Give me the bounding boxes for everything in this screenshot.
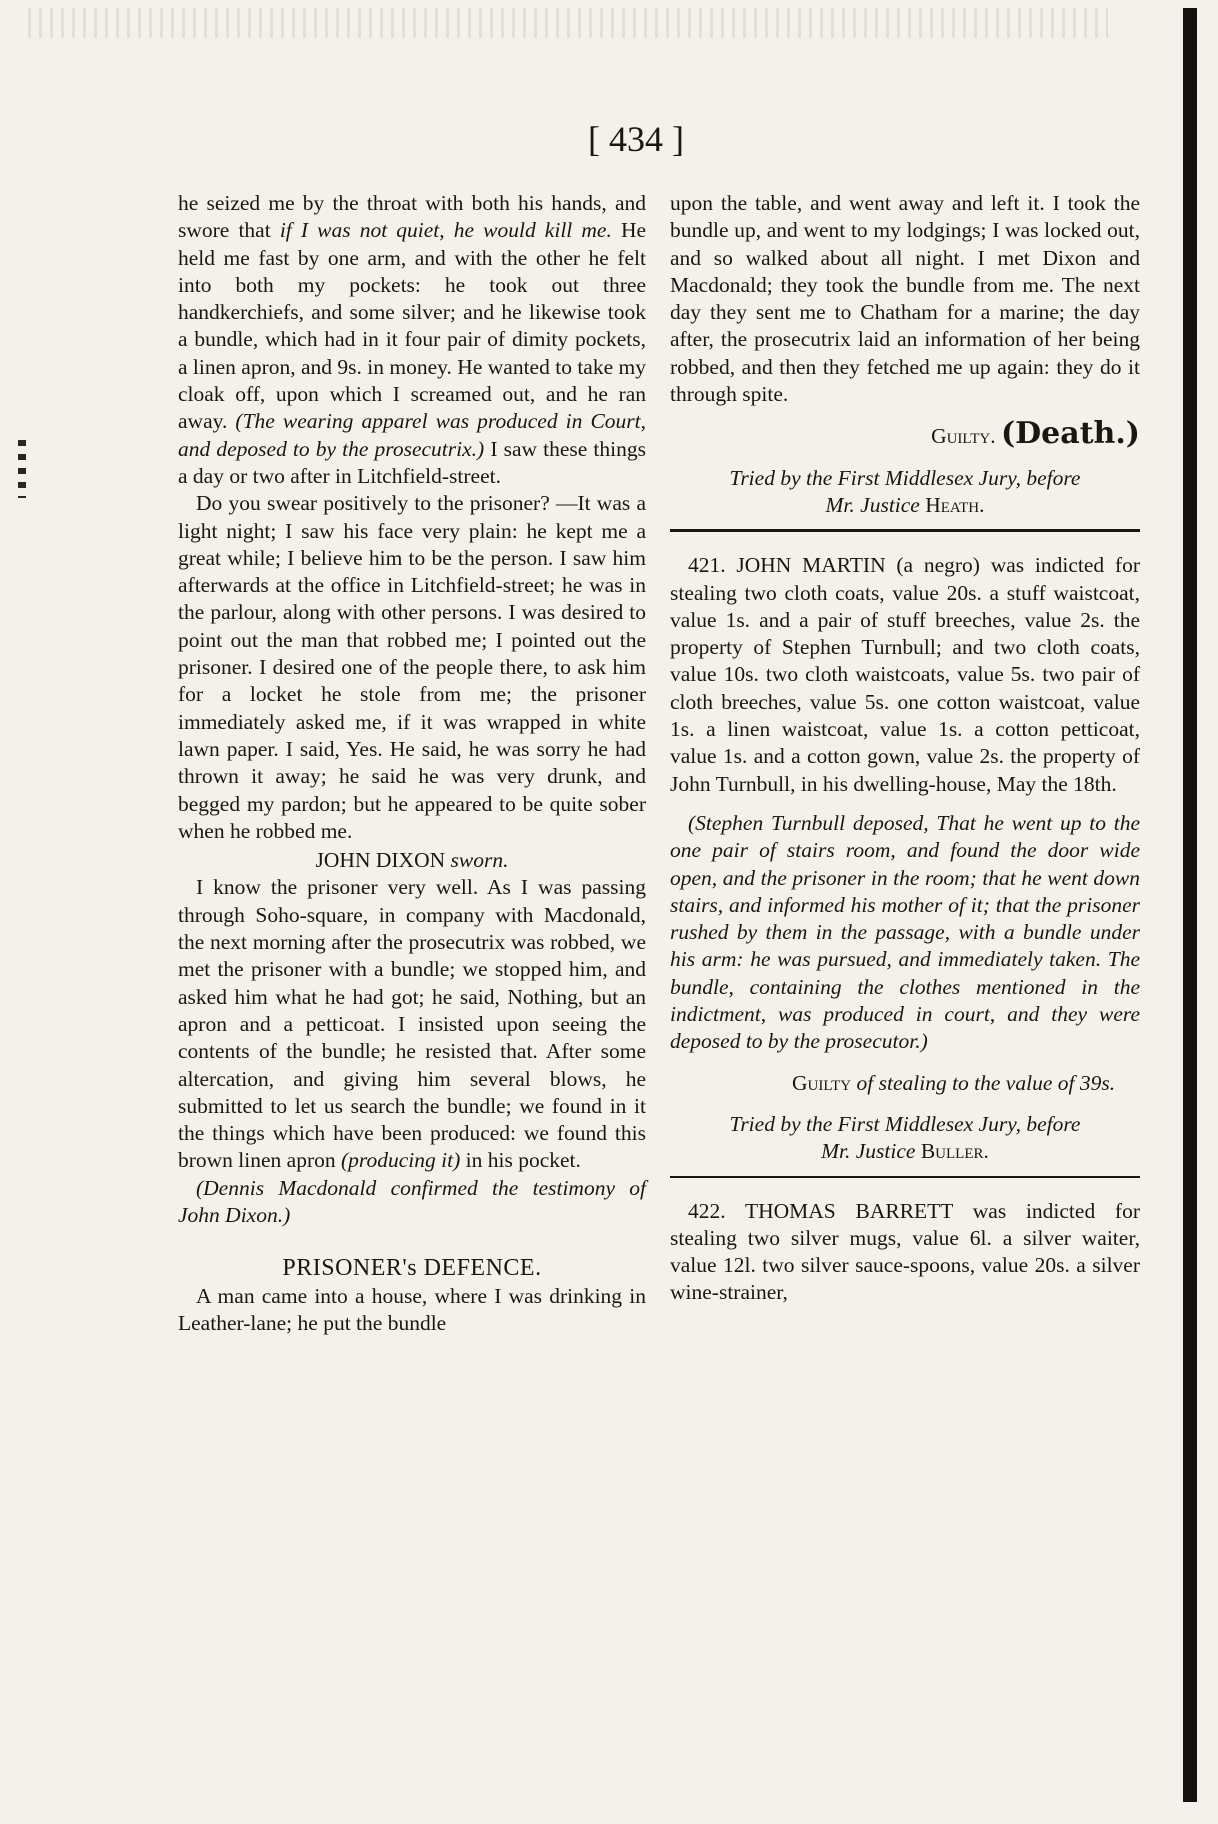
verdict-guilty: Guilty of stealing to the value of 39s. — [792, 1070, 1116, 1095]
testimony-paragraph: he seized me by the throat with both his hands, and swore that if I was not quiet, he would kill me. He held me fast by one arm, and with the other he felt into both my pockets: he took out three handkerchiefs, and some silver; and he likewise took a bundle, which had in it four pair of dimity pockets, a linen apron, and 9s. in money. He wanted to take my cloak off, upon which I screamed out, and he ran away. (The wearing apparel was produced in Court, and deposed to by the prosecutrix.) I saw these things a day or two after in Litchfield-street. — [178, 191, 647, 488]
jury-line: Tried by the First Middlesex Jury, before Mr. Justice Heath. — [729, 465, 1081, 517]
witness-testimony: I know the prisoner very well. As I was passing through Soho-square, in company with Macdonald, the next morning after the prosecutrix was robbed, we met the prisoner with a bundle; we stopped him, and asked him what he had got; he said, Nothing, but an apron and a petticoat. I insisted upon seeing the contents of the bundle; he resisted that. After some altercation, and giving him several blows, he submitted to let us search the bundle; we found in it the things which have been produced: we found this brown linen apron (producing it) in his pocket. — [178, 875, 646, 1173]
scan-edge-bar — [1183, 8, 1197, 1802]
defence-heading: PRISONER's DEFENCE. — [282, 1255, 542, 1282]
right-column — [670, 190, 1140, 1307]
defence-text: A man came into a house, where I was drinking in Leather-lane; he put the bundle — [178, 1283, 646, 1335]
witness-heading: JOHN DIXON sworn. — [315, 848, 509, 873]
page-number: [ 434 ] — [588, 119, 684, 159]
verdict-death: Guilty. (Death.) — [931, 416, 1140, 452]
cross-examination-paragraph: Do you swear positively to the prisoner? —It was a light night; I saw his face very plain: he kept me a great while; I believe him to be the person. I saw him afterwards at the office in Litchfield-street; he was in the parlour, along with other persons. I was desired to point out the man that robbed me; I pointed out the prisoner. I desired one of the people there, to ask him for a locket he stole from me; the prisoner immediately asked me, if it was wrapped in white lawn paper. I said, Yes. He said, he was sorry he had thrown it away; he said he was very drunk, and begged my pardon; but he appeared to be quite sober when he robbed me. — [178, 491, 646, 843]
jury-line-2: Tried by the First Middlesex Jury, before Mr. Justice Buller. — [729, 1111, 1081, 1164]
section-divider-2 — [670, 1176, 1140, 1178]
section-divider — [670, 529, 1140, 532]
defence-continued: upon the table, and went away and left it. I took the bundle up, and went to my lodgings; I was locked out, and so walked about all night. I met Dixon and Macdonald; they took the bundle from me. The next day they sent me to Chatham for a marine; the day after, the prosecutrix laid an information of her being robbed, and then they fetched me up again: they do it through spite. — [670, 191, 1140, 407]
confirmation-note: (Dennis Macdonald confirmed the testimony of John Dixon.) — [178, 1175, 646, 1227]
case-421-deposition: (Stephen Turnbull deposed, That he went up to the one pair of stairs room, and found the door wide open, and the prisoner in the room; that he went down stairs, and informed his mother of it; that the prisoner rushed by them in the passage, with a bundle under his arm: he was pursued, and immediately taken. The bundle, containing the clothes mentioned in the indictment, was produced in court, and they were deposed to by the prosecutor.) — [670, 810, 1140, 1054]
case-421-indictment: 421. JOHN MARTIN (a negro) was indicted for stealing two cloth coats, value 20s. a stuff waistcoat, value 1s. and a pair of stuff breeches, value 2s. the property of Stephen Turnbull; and two cloth coats, value 10s. two cloth waistcoats, value 5s. two pair of cloth breeches, value 5s. one cotton waistcoat, value 1s. a linen waistcoat, value 1s. a cotton petticoat, value 1s. and a cotton gown, value 2s. the property of John Turnbull, in his dwelling-house, May the 18th. — [670, 553, 1140, 796]
case-422-indictment: 422. THOMAS BARRETT was indicted for stealing two silver mugs, value 6l. a silver waiter, value 12l. two silver sauce-spoons, value 20s. a silver wine-strainer, — [670, 1198, 1140, 1305]
scan-margin-marks — [18, 440, 26, 498]
left-column — [178, 190, 646, 1337]
scan-noise-top — [28, 8, 1108, 38]
